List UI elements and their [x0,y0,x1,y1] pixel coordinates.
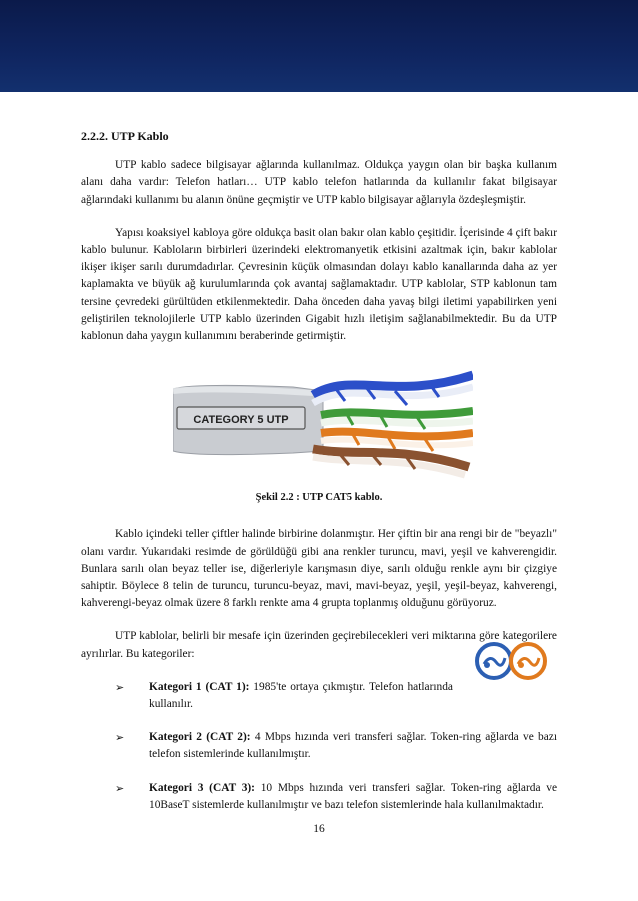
bullet-arrow-icon: ➢ [115,731,125,745]
bullet-arrow-icon: ➢ [115,781,125,795]
paragraph-colors: Kablo içindeki teller çiftler halinde birbirine dolanmıştır. Her çiftin bir ana rengi bir de "beyazlı" olanı vardır. Yukarıdaki resimde de görüldüğü gibi ana renkler turuncu, mavi, yeşil ve kahverengidir. Bunlara sarılı olan beyaz teller ise, diğerleriyle karışmasın diye, sarılı olduğu renkle aynı bir çizgiye sahiptir. Böylece 8 telin de turuncu, turuncu-beyaz, mavi, mavi-beyaz, yeşil, yeşil-beyaz, kahverengi, kahverengi-beyaz olmak üzere 8 farklı renkte ama 4 grupta toplanmış olduğunu görüyoruz. [81,528,557,610]
list-item-cat3 [81,780,557,814]
category-text: 1985'te ortaya çıkmıştır. Telefon hatlarında kullanılır. [149,680,453,711]
twisted-pair-logo-icon [474,640,550,682]
category-name: Kategori 1 (CAT 1): [149,680,250,693]
figure-caption: Şekil 2.2 : UTP CAT5 kablo. [255,492,383,504]
page-number: 16 [313,823,325,835]
paragraph-structure: Yapısı koaksiyel kabloya göre oldukça basit olan bakır olan kablo çeşitidir. İçerisinde 4 çift bakır kablo bulunur. Kabloların birbirleri üzerindeki elektromanyetik etkisini azaltmak için, bakır kablolar ikişer ikişer sarılı durumdadırlar. Çevresinin küçük olmasından dolayı kablo kanallarında daha az yer kaplamakta ve büyük ağ kurulumlarında çok avantaj sağlamaktadır. UTP kablolar, STP kablonun tam tersine çevredeki gürültüden etkilenmektedir. Daha önceden daha yavaş bilgi iletimi yapabilirken yeni geliştirilen teknolojilerle UTP kablo üzerinden Gigabit hızlı iletişim sağlanabilmektedir. Bu da UTP kablonun daha yaygın kullanımını beraberinde getirmiştir. [81,226,558,343]
paragraph-intro: UTP kablo sadece bilgisayar ağlarında kullanılmaz. Oldukça yaygın olan bir başka kullanım alanı daha vardır: Telefon hatları… UTP kablo telefon hatlarında da kullanılır fakat bilgisayar ağlarındaki kullanımı bu alanın önüne geçmiştir ve UTP kablo bilgisayar ağlarıyla özdeşleşmiştir. [81,159,557,206]
page-content [81,128,557,830]
category-text: 10 Mbps hızında veri transferi sağlar. Token-ring ağlarda ve 10BaseT sistemlerde kullanılmıştır ve bazı telefon sistemlerinde hala kullanılmaktadır. [149,781,558,811]
utp-cable-illustration [173,361,473,479]
cable-figure [81,361,557,481]
category-name: Kategori 2 (CAT 2): [149,731,251,744]
cable-label: CATEGORY 5 UTP [193,414,289,427]
section-heading: 2.2.2. UTP Kablo [81,129,169,143]
category-name: Kategori 3 (CAT 3): [149,781,255,794]
category-text: 4 Mbps hızında veri transferi sağlar. Token-ring ağlarda ve bazı telefon sistemlerinde kullanılmıştır. [149,731,558,761]
category-list [81,679,557,814]
paragraph-categories-intro: UTP kablolar, belirli bir mesafe için üzerinden geçirebilecekleri veri miktarına göre kategorilere ayrılırlar. Bu kategoriler: [81,630,557,660]
bullet-arrow-icon: ➢ [115,680,125,694]
header-band [0,0,638,92]
list-item-cat1 [81,679,557,713]
list-item-cat2 [81,729,557,763]
